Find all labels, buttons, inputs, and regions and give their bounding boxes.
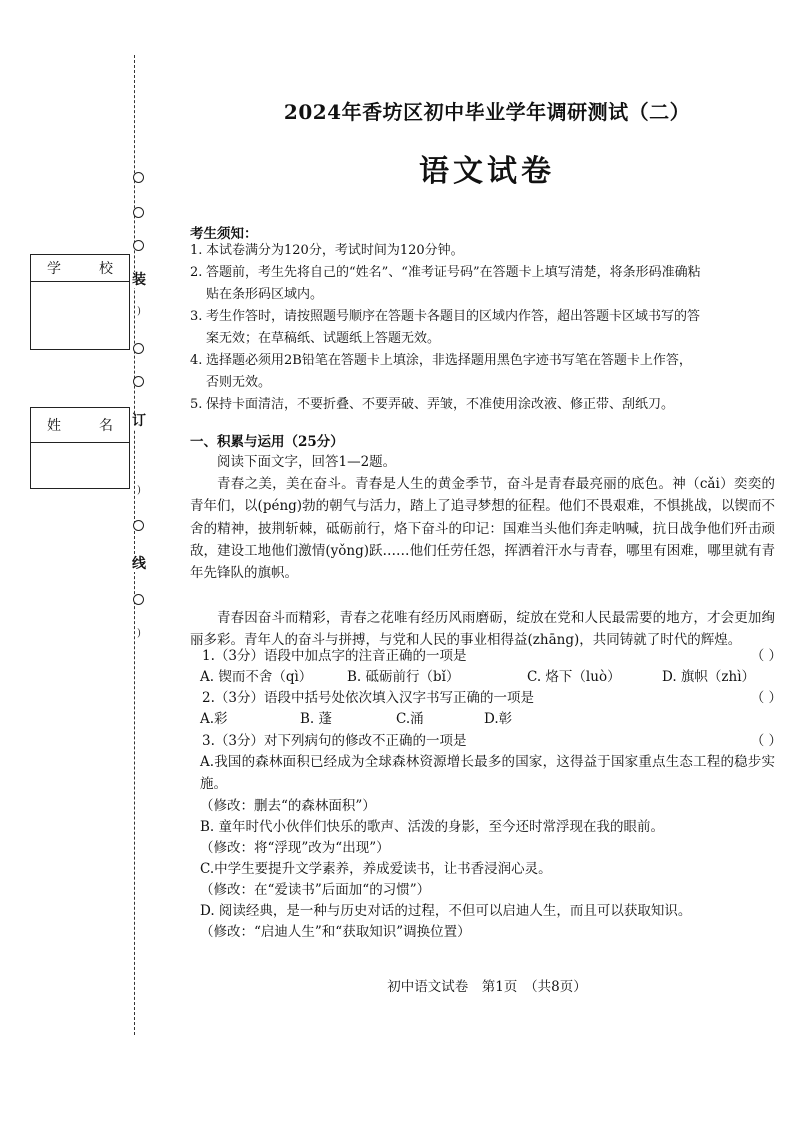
binding-tick-icon: ) bbox=[137, 485, 141, 496]
notes-heading: 考生须知： bbox=[190, 226, 258, 242]
binding-hole-icon bbox=[133, 594, 144, 605]
section-heading: 一、积累与运用（25分） bbox=[190, 434, 344, 450]
binding-hole-icon bbox=[133, 240, 144, 251]
q1-option-d: D. 旗帜（zhì） bbox=[662, 669, 756, 685]
q1-option-c: C. 烙下（luò） bbox=[527, 669, 621, 685]
binding-hole-icon bbox=[133, 376, 144, 387]
q3-fix-c: （修改：在“爱读书”后面加“的习惯”） bbox=[200, 882, 431, 898]
note-item: 5. 保持卡面清洁，不要折叠、不要弄破、弄皱，不准使用涂改液、修正带、刮纸刀。 bbox=[190, 397, 675, 412]
binding-hole-icon bbox=[133, 172, 144, 183]
note-item: 1. 本试卷满分为120分，考试时间为120分钟。 bbox=[190, 243, 464, 258]
binding-word-zhuang: 装 bbox=[132, 272, 146, 288]
answer-paren[interactable]: （ ） bbox=[750, 648, 782, 664]
q2-option-d: D.彰 bbox=[484, 711, 513, 727]
binding-hole-icon bbox=[133, 207, 144, 218]
reading-intro: 阅读下面文字，回答1—2题。 bbox=[217, 454, 397, 470]
question-1-stem: 1.（3分）语段中加点字的注音正确的一项是 （ ） bbox=[202, 648, 782, 664]
q3-option-a: A.我国的森林面积已经成为全球森林资源增长最多的国家，这得益于国家重点生态工程的稳步实施。 bbox=[200, 754, 775, 793]
school-field[interactable] bbox=[30, 254, 130, 350]
note-item: 4. 选择题必须用2B铅笔在答题卡上填涂，非选择题用黑色字迹书写笔在答题卡上作答， 否则无效。 bbox=[190, 353, 692, 390]
note-item: 2. 答题前，考生先将自己的“姓名”、“准考证号码”在答题卡上填写清楚，将条形码准确粘 贴在条形码区域内。 bbox=[190, 265, 701, 302]
q2-option-c: C.涌 bbox=[396, 711, 424, 727]
q3-fix-b: （修改：将“浮现”改为“出现”） bbox=[200, 840, 390, 856]
binding-tick-icon: ) bbox=[137, 628, 141, 639]
q3-option-d: D. 阅读经典，是一种与历史对话的过程，不但可以启迪人生，而且可以获取知识。 bbox=[200, 903, 692, 919]
question-2-stem: 2.（3分）语段中括号处依次填入汉字书写正确的一项是 （ ） bbox=[202, 690, 782, 706]
q3-fix-a: （修改：删去“的森林面积”） bbox=[200, 798, 376, 814]
name-label: 姓 名 bbox=[31, 408, 129, 443]
q2-option-b: B. 蓬 bbox=[300, 711, 333, 727]
page-footer: 初中语文试卷 第1页 （共8页） bbox=[387, 979, 587, 995]
passage-paragraph: 青春之美，美在奋斗。青春是人生的黄金季节，奋斗是青春最亮丽的底色。神（cǎi）奕奕的青年们，以(péng)勃的朝气与活力，踏上了追寻梦想的征程。他们不畏艰难，不惧挑战，以锲而不舍的精神，披荆斩棘，砥砺前行，烙下奋斗的印记：国难当头他们奔走呐喊，抗日战争他们歼击顽敌，建设工地他们激情(yǒng)跃……他们任劳任怨，挥洒着汗水与青春，哪里有困难，哪里就有青年先锋队的旗帜。 bbox=[190, 476, 775, 582]
question-3-stem: 3.（3分）对下列病句的修改不正确的一项是 （ ） bbox=[202, 733, 782, 749]
answer-paren[interactable]: （ ） bbox=[750, 690, 782, 706]
q3-option-c: C.中学生要提升文学素养，养成爱读书，让书香浸润心灵。 bbox=[200, 861, 552, 877]
school-label: 学 校 bbox=[31, 255, 129, 282]
binding-word-xian: 线 bbox=[132, 556, 146, 572]
q3-option-b: B. 童年时代小伙伴们快乐的歌声、活泼的身影，至今还时常浮现在我的眼前。 bbox=[200, 819, 665, 835]
binding-hole-icon bbox=[133, 520, 144, 531]
binding-tick-icon: ) bbox=[137, 306, 141, 317]
q3-fix-d: （修改：“启迪人生”和“获取知识”调换位置） bbox=[200, 924, 471, 940]
exam-title: 2024年香坊区初中毕业学年调研测试（二） bbox=[283, 100, 691, 124]
passage-paragraph: 青春因奋斗而精彩，青春之花唯有经历风雨磨砺，绽放在党和人民最需要的地方，才会更加绚丽多彩。青年人的奋斗与拼搏，与党和人民的事业相得益(zhāng)，共同铸就了时代的辉煌。 bbox=[190, 610, 775, 649]
q2-option-a: A.彩 bbox=[200, 711, 228, 727]
name-field[interactable] bbox=[30, 407, 130, 489]
binding-hole-icon bbox=[133, 343, 144, 354]
subject-title: 语文试卷 bbox=[419, 154, 555, 189]
q1-option-a: A. 锲而不舍（qì） bbox=[200, 669, 313, 685]
binding-word-ding: 订 bbox=[132, 413, 146, 429]
q1-option-b: B. 砥砺前行（bǐ） bbox=[347, 669, 460, 685]
note-item: 3. 考生作答时，请按照题号顺序在答题卡各题目的区域内作答，超出答题卡区域书写的答 案无效；在草稿纸、试题纸上答题无效。 bbox=[190, 309, 701, 346]
binding-dashed-line bbox=[134, 55, 135, 1035]
answer-paren[interactable]: （ ） bbox=[750, 733, 782, 749]
